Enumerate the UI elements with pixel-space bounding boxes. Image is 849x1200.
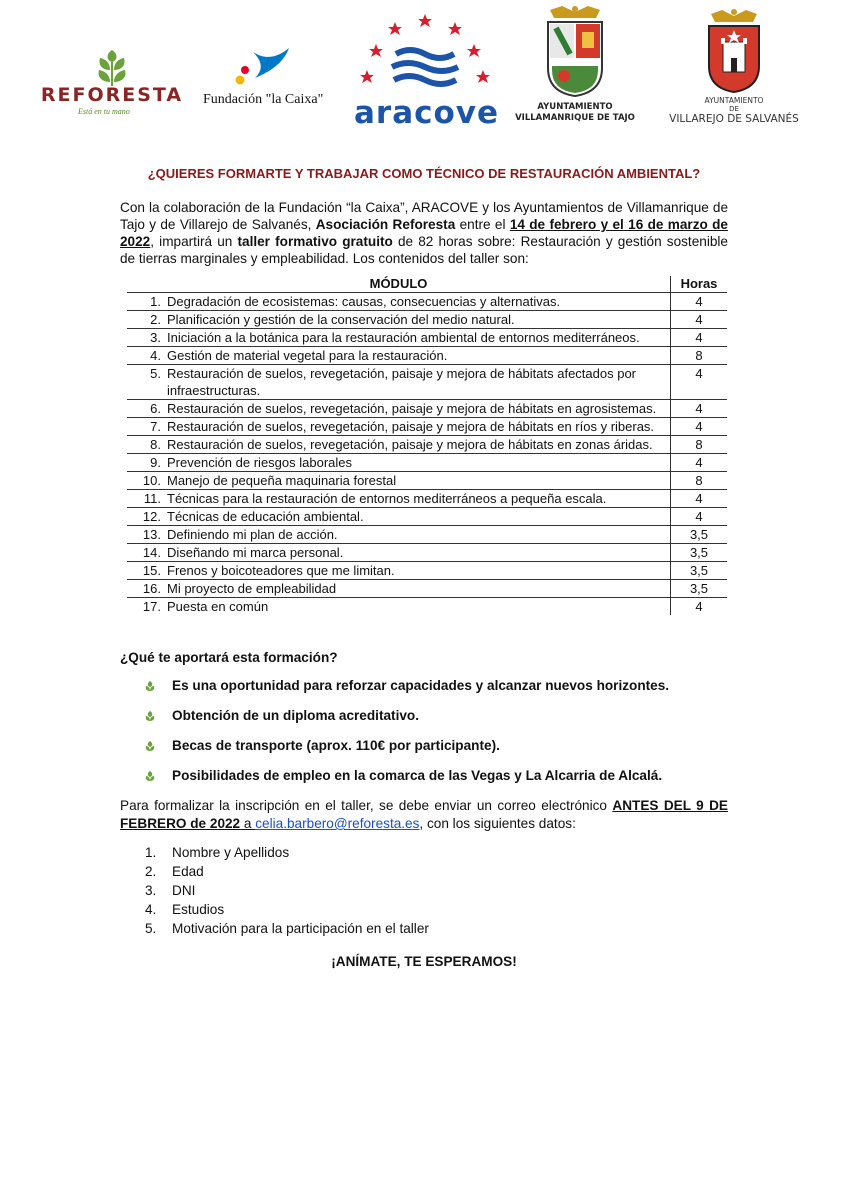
registration-deadline: ANTES DEL 9 DE FEBRERO de 2022 (120, 798, 728, 831)
module-number: 10. (142, 473, 161, 488)
hours-cell: 3,5 (671, 580, 728, 598)
module-number: 6. (150, 401, 161, 416)
module-cell (127, 400, 671, 418)
module-name: Prevención de riesgos laborales (167, 455, 352, 470)
item-number: 5. (145, 921, 157, 936)
list-item (144, 737, 728, 754)
villarejo-coat-of-arms-icon (667, 8, 801, 94)
closing-message: ¡ANÍMATE, TE ESPERAMOS! (331, 954, 517, 969)
list-item (145, 919, 728, 938)
required-data-list (120, 843, 728, 938)
lacaixa-star-icon (203, 44, 333, 92)
module-cell (127, 526, 671, 544)
module-name: Manejo de pequeña maquinaria forestal (167, 473, 397, 488)
aracove-stars-waves-icon (352, 10, 498, 100)
module-cell (127, 329, 671, 347)
intro-course: taller formativo gratuito (237, 234, 393, 249)
villamanrique-logo (508, 6, 642, 131)
villarejo-label-3: VILLAREJO DE SALVANÉS (669, 113, 799, 125)
table-row (127, 508, 727, 526)
benefit-text: Obtención de un diploma acreditativo. (172, 708, 419, 723)
intro-dates: 14 de febrero y el 16 de marzo de 2022 (120, 217, 728, 249)
benefits-list (120, 677, 728, 784)
module-name: Mi proyecto de empleabilidad (167, 581, 337, 596)
module-name: Técnicas para la restauración de entornos mediterráneos a pequeña escala. (167, 491, 607, 506)
villamanrique-coat-of-arms-icon (508, 6, 642, 98)
table-row (127, 544, 727, 562)
module-number: 2. (150, 312, 161, 327)
hours-cell: 3,5 (671, 544, 728, 562)
intro-paragraph (120, 199, 728, 267)
module-cell (127, 562, 671, 580)
hours-cell: 4 (671, 508, 728, 526)
villamanrique-label-2: VILLAMANRIQUE DE TAJO (515, 113, 635, 123)
registration-text-2: a (240, 816, 256, 831)
module-number: 11. (143, 491, 161, 506)
villarejo-label-1: AYUNTAMIENTO (704, 96, 764, 105)
reforesta-leaves-icon (38, 48, 186, 88)
item-text: Estudios (172, 902, 225, 917)
list-item (145, 900, 728, 919)
module-name: Definiendo mi plan de acción. (167, 527, 338, 542)
module-name: Diseñando mi marca personal. (167, 545, 344, 560)
document-body (120, 160, 728, 969)
hours-cell: 4 (671, 365, 728, 400)
item-text: DNI (172, 883, 196, 898)
table-row (127, 365, 727, 400)
hours-cell: 4 (671, 490, 728, 508)
list-item (145, 843, 728, 862)
hours-cell: 3,5 (671, 562, 728, 580)
registration-paragraph (120, 797, 728, 833)
villamanrique-label-1: AYUNTAMIENTO (537, 102, 613, 112)
hours-cell: 4 (671, 454, 728, 472)
table-row (127, 418, 727, 436)
hours-cell: 4 (671, 598, 728, 616)
hours-cell: 4 (671, 329, 728, 347)
module-name: Técnicas de educación ambiental. (167, 509, 364, 524)
module-cell (127, 580, 671, 598)
module-cell (127, 347, 671, 365)
table-row (127, 329, 727, 347)
lacaixa-logo (203, 44, 333, 116)
villarejo-label-2: DE (729, 105, 739, 113)
module-number: 12. (142, 509, 161, 524)
table-row (127, 472, 727, 490)
email-link[interactable]: celia.barbero@reforesta.es (255, 816, 420, 831)
module-cell (127, 508, 671, 526)
module-number: 16. (142, 581, 161, 596)
module-cell (127, 311, 671, 329)
module-number: 14. (142, 545, 161, 560)
hours-cell: 4 (671, 418, 728, 436)
table-row (127, 436, 727, 454)
benefit-text: Posibilidades de empleo en la comarca de las Vegas y La Alcarria de Alcalá. (172, 768, 663, 783)
intro-text-1: Con la colaboración de la Fundación “la Caixa”, ARACOVE y los Ayuntamientos de Villamanrique de Tajo y de Villarejo de Salvanés, (120, 200, 728, 232)
header-hours: Horas (671, 276, 728, 293)
hours-cell: 4 (671, 311, 728, 329)
module-number: 4. (150, 348, 161, 363)
module-number: 17. (142, 599, 161, 614)
module-number: 7. (150, 419, 161, 434)
module-cell (127, 472, 671, 490)
intro-text-3: , impartirá un (150, 234, 238, 249)
module-cell (127, 598, 671, 616)
module-cell (127, 490, 671, 508)
module-name: Frenos y boicoteadores que me limitan. (167, 563, 395, 578)
module-name: Puesta en común (167, 599, 269, 614)
module-cell (127, 454, 671, 472)
registration-text-1: Para formalizar la inscripción en el taller, se debe enviar un correo electrónico (120, 798, 613, 813)
item-number: 2. (145, 864, 157, 879)
item-number: 4. (145, 902, 157, 917)
module-number: 5. (150, 366, 161, 381)
aracove-logo (352, 10, 500, 131)
module-number: 8. (150, 437, 161, 452)
logos-header (0, 0, 849, 135)
item-text: Nombre y Apellidos (172, 845, 290, 860)
hours-cell: 8 (671, 436, 728, 454)
hours-cell: 4 (671, 400, 728, 418)
module-name: Restauración de suelos, revegetación, paisaje y mejora de hábitats afectados por infraestructuras. (167, 366, 637, 398)
reforesta-tagline: Está en tu mano (78, 107, 130, 116)
reforesta-wordmark: REFORESTA (40, 84, 184, 106)
module-number: 9. (150, 455, 161, 470)
table-row (127, 598, 727, 616)
module-name: Iniciación a la botánica para la restauración ambiental de entornos mediterráneos. (167, 330, 640, 345)
table-row (127, 580, 727, 598)
item-text: Motivación para la participación en el taller (172, 921, 429, 936)
list-item (145, 862, 728, 881)
table-row (127, 311, 727, 329)
registration-text-3: , con los siguientes datos: (419, 816, 576, 831)
list-item (145, 881, 728, 900)
table-row (127, 347, 727, 365)
table-row (127, 490, 727, 508)
table-row (127, 400, 727, 418)
module-name: Gestión de material vegetal para la restauración. (167, 348, 448, 363)
module-number: 15. (142, 563, 161, 578)
module-name: Planificación y gestión de la conservación del medio natural. (167, 312, 515, 327)
list-item (144, 707, 728, 724)
table-row (127, 526, 727, 544)
item-number: 3. (145, 883, 157, 898)
list-item (144, 767, 728, 784)
benefit-text: Es una oportunidad para reforzar capacidades y alcanzar nuevos horizontes. (172, 678, 670, 693)
villarejo-logo (667, 8, 801, 128)
hours-cell: 4 (671, 293, 728, 311)
aracove-wordmark: aracove (354, 95, 500, 131)
module-cell (127, 293, 671, 311)
benefit-text: Becas de transporte (aprox. 110€ por participante). (172, 738, 500, 753)
item-number: 1. (145, 845, 157, 860)
intro-org: Asociación Reforesta (315, 217, 456, 232)
module-number: 1. (150, 294, 161, 309)
table-row (127, 562, 727, 580)
leaf-bullet-icon (144, 710, 156, 722)
hours-cell: 8 (671, 472, 728, 490)
hours-cell: 8 (671, 347, 728, 365)
benefits-heading: ¿Qué te aportará esta formación? (120, 650, 338, 665)
module-cell (127, 436, 671, 454)
module-name: Restauración de suelos, revegetación, paisaje y mejora de hábitats en agrosistemas. (167, 401, 657, 416)
modules-table (127, 276, 727, 615)
module-cell (127, 365, 671, 400)
hours-cell: 3,5 (671, 526, 728, 544)
header-module: MÓDULO (127, 276, 671, 293)
leaf-bullet-icon (144, 770, 156, 782)
modules-table-body (127, 293, 727, 616)
intro-text-2: entre el (455, 217, 510, 232)
module-number: 3. (150, 330, 161, 345)
module-cell (127, 544, 671, 562)
page-title: ¿QUIERES FORMARTE Y TRABAJAR COMO TÉCNICO DE RESTAURACIÓN AMBIENTAL? (147, 166, 701, 181)
reforesta-logo (38, 48, 186, 120)
table-row (127, 454, 727, 472)
lacaixa-name: Fundación "la Caixa" (203, 92, 324, 107)
module-name: Degradación de ecosistemas: causas, consecuencias y alternativas. (167, 294, 561, 309)
intro-text-4: de 82 horas sobre: Restauración y gestión sostenible de tierras marginales y empleabilidad. Los contenidos del taller son: (120, 234, 728, 266)
leaf-bullet-icon (144, 680, 156, 692)
leaf-bullet-icon (144, 740, 156, 752)
module-name: Restauración de suelos, revegetación, paisaje y mejora de hábitats en ríos y riberas. (167, 419, 655, 434)
item-text: Edad (172, 864, 204, 879)
list-item (144, 677, 728, 694)
table-header-row (127, 276, 727, 293)
table-row (127, 293, 727, 311)
module-name: Restauración de suelos, revegetación, paisaje y mejora de hábitats en zonas áridas. (167, 437, 653, 452)
module-number: 13. (142, 527, 161, 542)
module-cell (127, 418, 671, 436)
